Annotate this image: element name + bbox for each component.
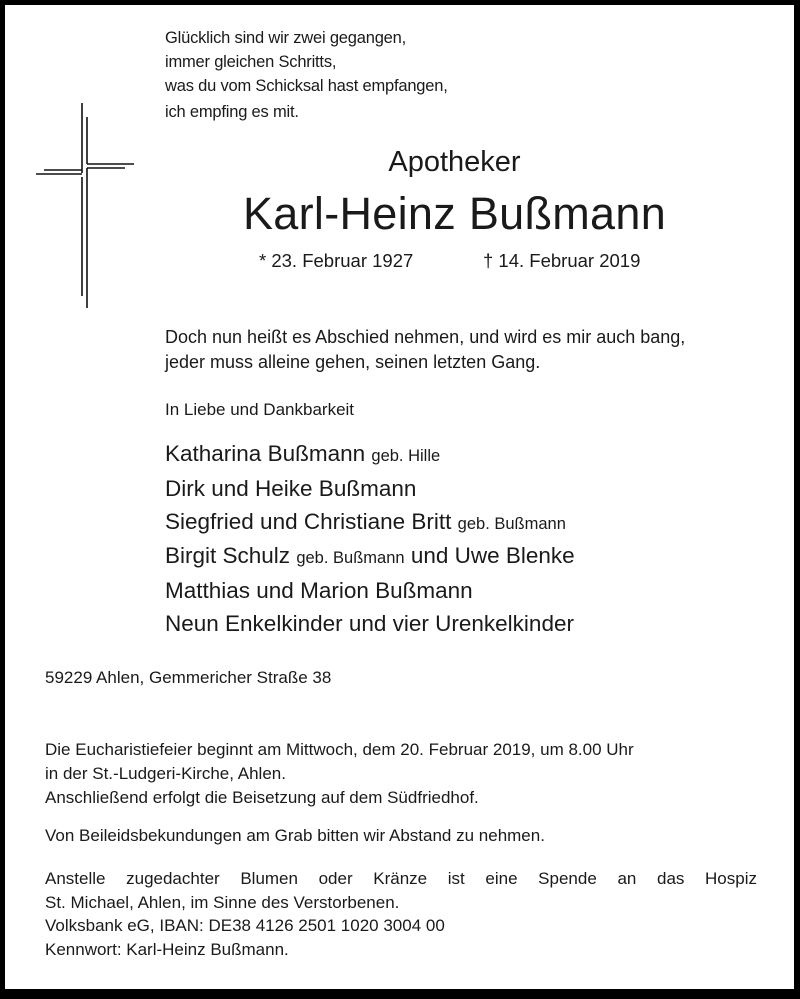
- donation-line: St. Michael, Ahlen, im Sinne des Verstorbenen.: [45, 892, 400, 912]
- thanks-line: In Liebe und Dankbarkeit: [165, 400, 355, 419]
- mourning-address: 59229 Ahlen, Gemmericher Straße 38: [45, 668, 332, 687]
- donation-line: Anstelle zugedachter Blumen oder Kränze ist eine Spende an das Hospiz: [45, 869, 757, 888]
- service-info: [45, 738, 634, 810]
- death-date: † 14. Februar 2019: [483, 250, 641, 271]
- deceased-name: Karl-Heinz Bußmann: [242, 188, 667, 239]
- farewell-verse: [165, 325, 685, 375]
- poem-line: ich empfing es mit.: [165, 103, 299, 121]
- deceased-profession: Apotheker: [388, 146, 521, 178]
- obituary-notice: [5, 5, 794, 989]
- bank-details: Volksbank eG, IBAN: DE38 4126 2501 1020 3004 00: [45, 916, 445, 935]
- maiden-name: geb. Bußmann: [457, 514, 566, 533]
- donation-keyword: Kennwort: Karl-Heinz Bußmann.: [45, 939, 289, 959]
- poem-line: Glücklich sind wir zwei gegangen,: [165, 29, 407, 47]
- family-member: Katharina Bußmann geb. Hille: [165, 441, 441, 466]
- service-line: Die Eucharistiefeier beginnt am Mittwoch, dem 20. Februar 2019, um 8.00 Uhr: [45, 740, 634, 759]
- condolence-note: Von Beileidsbekundungen am Grab bitten wir Abstand zu nehmen.: [45, 826, 545, 845]
- family-member: Neun Enkelkinder und vier Urenkelkinder: [165, 610, 574, 636]
- maiden-name: geb. Bußmann: [296, 549, 405, 568]
- birth-date: * 23. Februar 1927: [259, 250, 414, 271]
- donation-info: [45, 867, 757, 961]
- family-member: Dirk und Heike Bußmann: [165, 475, 417, 501]
- service-line: Anschließend erfolgt die Beisetzung auf dem Südfriedhof.: [45, 788, 479, 807]
- family-member: Siegfried und Christiane Britt geb. Bußmann: [165, 508, 566, 534]
- verse-line: Doch nun heißt es Abschied nehmen, und wird es mir auch bang,: [165, 327, 686, 347]
- family-member: Birgit Schulz geb. Bußmann und Uwe Blenke: [165, 543, 575, 569]
- family-list: [165, 438, 575, 641]
- verse-line: jeder muss alleine gehen, seinen letzten Gang.: [165, 352, 541, 372]
- poem-line: was du vom Schicksal hast empfangen,: [165, 77, 448, 95]
- family-member: Matthias und Marion Bußmann: [165, 578, 473, 604]
- poem-line: immer gleichen Schritts,: [165, 53, 337, 71]
- poem: [165, 26, 448, 124]
- service-line: in der St.-Ludgeri-Kirche, Ahlen.: [45, 764, 286, 783]
- maiden-name: geb. Hille: [371, 447, 441, 465]
